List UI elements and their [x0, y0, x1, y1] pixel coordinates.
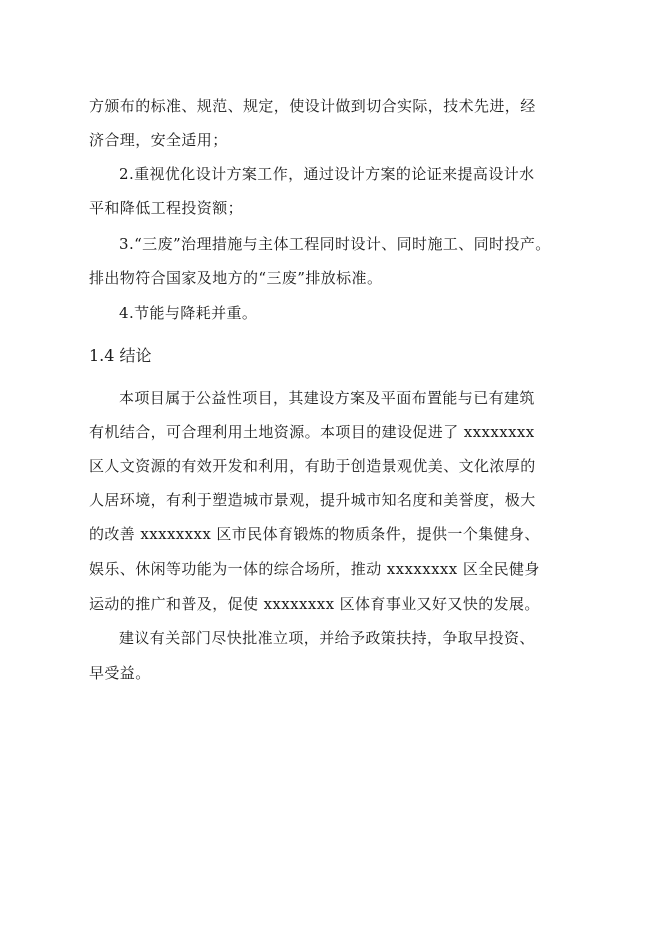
list-item-2-continuation: 平和降低工程投资额；	[89, 199, 244, 217]
recommendation-line: 建议有关部门尽快批准立项，并给予政策扶持，争取早投资、	[119, 629, 535, 647]
conclusion-line: 的改善 xxxxxxxx 区市民体育锻炼的物质条件，提供一个集健身、	[89, 525, 540, 543]
conclusion-line: 本项目属于公益性项目，其建设方案及平面布置能与已有建筑	[119, 389, 535, 407]
conclusion-line: 有机结合，可合理利用土地资源。本项目的建设促进了 xxxxxxxx	[89, 423, 535, 441]
section-heading: 1.4 结论	[89, 346, 152, 365]
conclusion-line: 区人文资源的有效开发和利用，有助于创造景观优美、文化浓厚的	[89, 457, 536, 475]
conclusion-line: 娱乐、休闲等功能为一体的综合场所，推动 xxxxxxxx 区全民健身	[89, 560, 540, 578]
paragraph-line: 济合理，安全适用；	[89, 131, 228, 149]
paragraph-line: 方颁布的标准、规范、规定，使设计做到切合实际，技术先进，经	[89, 97, 536, 115]
list-item-3-continuation: 排出物符合国家及地方的“三废”排放标准。	[89, 269, 383, 287]
recommendation-line: 早受益。	[89, 664, 151, 682]
list-item-3: 3.“三废”治理措施与主体工程同时设计、同时施工、同时投产。	[119, 235, 551, 253]
list-item-2: 2.重视优化设计方案工作，通过设计方案的论证来提高设计水	[119, 165, 535, 183]
conclusion-line: 人居环境，有利于塑造城市景观，提升城市知名度和美誉度，极大	[89, 491, 536, 509]
list-item-4: 4.节能与降耗并重。	[119, 304, 258, 322]
conclusion-line: 运动的推广和普及，促使 xxxxxxxx 区体育事业又好又快的发展。	[89, 595, 540, 613]
